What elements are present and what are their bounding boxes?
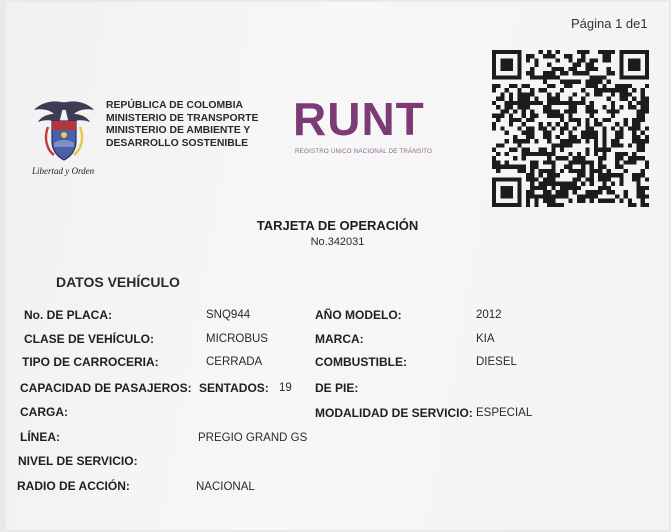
combustible-value: DIESEL: [476, 356, 517, 368]
linea-value: PREGIO GRAND GS: [198, 432, 308, 444]
linea-label: LÍNEA:: [20, 430, 60, 444]
issuer-block: [106, 100, 258, 150]
coat-of-arms-icon: [32, 97, 96, 167]
runt-logo-subtitle: REGISTRO ÚNICO NACIONAL DE TRÁNSITO: [295, 148, 433, 155]
sentados-value: 19: [279, 382, 292, 394]
modalidad-label: MODALIDAD DE SERVICIO:: [315, 406, 473, 420]
document-title: TARJETA DE OPERACIÓN: [256, 218, 419, 233]
sentados-label: SENTADOS:: [199, 381, 269, 395]
de-pie-label: DE PIE:: [315, 381, 359, 395]
clase-label: CLASE DE VEHÍCULO:: [24, 332, 155, 346]
placa-value: SNQ944: [206, 309, 251, 321]
marca-label: MARCA:: [315, 332, 364, 346]
marca-value: KIA: [476, 333, 495, 345]
issuer-line: MINISTERIO DE AMBIENTE Y: [106, 125, 251, 136]
issuer-line: REPÚBLICA DE COLOMBIA: [106, 100, 244, 111]
modelo-value: 2012: [476, 309, 502, 321]
carroceria-label: TIPO DE CARROCERIA:: [22, 355, 159, 369]
radio-label: RADIO DE ACCIÓN:: [17, 479, 130, 493]
modelo-label: AÑO MODELO:: [315, 308, 402, 322]
runt-logo: RUNT: [293, 93, 425, 145]
modalidad-value: ESPECIAL: [476, 407, 533, 419]
document-number: No.342031: [310, 236, 365, 248]
section-title: DATOS VEHÍCULO: [56, 274, 180, 290]
nivel-label: NIVEL DE SERVICIO:: [18, 454, 138, 468]
radio-value: NACIONAL: [196, 481, 255, 493]
qr-code: [492, 50, 649, 207]
clase-value: MICROBUS: [206, 333, 268, 345]
document-page: [6, 2, 669, 530]
motto-text: Libertad y Orden: [32, 166, 95, 176]
carga-label: CARGA:: [20, 405, 68, 419]
capacidad-label: CAPACIDAD DE PASAJEROS:: [20, 381, 192, 395]
combustible-label: COMBUSTIBLE:: [315, 355, 407, 369]
issuer-line: DESARROLLO SOSTENIBLE: [106, 137, 249, 149]
carroceria-value: CERRADA: [206, 356, 263, 368]
placa-label: No. DE PLACA:: [24, 308, 112, 322]
page-indicator: Página 1 de1: [571, 16, 648, 31]
issuer-line: MINISTERIO DE TRANSPORTE: [106, 112, 259, 124]
